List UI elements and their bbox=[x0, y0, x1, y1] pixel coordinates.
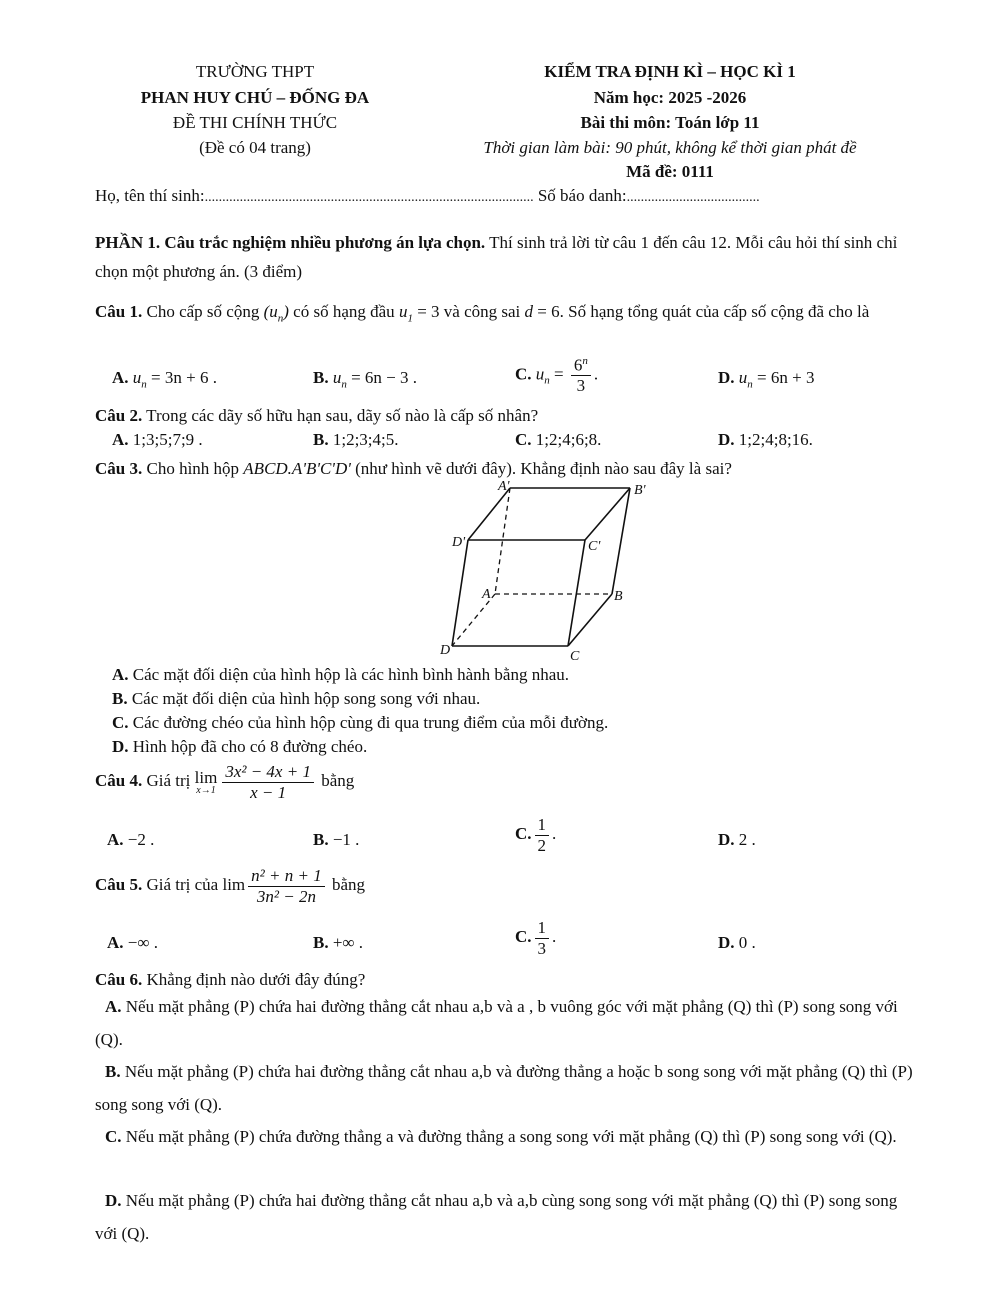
q1-text-b: có số hạng đầu bbox=[288, 302, 399, 321]
q6-option-a[interactable]: A. Nếu mặt phẳng (P) chứa hai đường thẳng cắt nhau a,b và a , b vuông góc với mặt phẳng (Q) thì (P) song song với (Q). bbox=[95, 997, 898, 1049]
q1-u1-value: = 3 bbox=[412, 302, 440, 321]
name-dots: .............................................................................................. bbox=[204, 190, 534, 205]
q1-label: Câu 1. bbox=[95, 302, 143, 321]
q5-option-c[interactable]: C. $\frac{1}{3}$ . bbox=[515, 918, 557, 958]
subject: Bài thi môn: Toán lớp 11 bbox=[580, 113, 760, 132]
id-label: Số báo danh: bbox=[537, 186, 627, 205]
q1-d-value: = 6 bbox=[533, 302, 560, 321]
page-count: (Đề có 04 trang) bbox=[199, 138, 311, 157]
school-line2: PHAN HUY CHÚ – ĐỐNG ĐA bbox=[140, 88, 370, 107]
label-C: C bbox=[570, 649, 580, 664]
label-C1: C' bbox=[588, 539, 601, 554]
q5-option-b[interactable]: B. +∞ . bbox=[313, 933, 364, 952]
parallelepiped-figure bbox=[440, 478, 670, 668]
exam-title: KIỂM TRA ĐỊNH KÌ – HỌC KÌ 1 bbox=[544, 62, 796, 81]
q5-option-d[interactable]: D. 0 . bbox=[718, 933, 756, 952]
q4-option-b[interactable]: B. −1 . bbox=[313, 830, 360, 849]
part1-desc: Thí sinh trả lời từ câu 1 đến câu 12. Mỗi câu hỏi thí sinh chỉ chọn một phương án. bbox=[95, 233, 898, 281]
question-4: Câu 4. Giá trị lim x→1 $\frac{\text{3x² − 4x + 1}}{x - 1}$ bằng bbox=[95, 762, 355, 802]
label-B: B bbox=[614, 589, 623, 604]
q6-option-b[interactable]: B. Nếu mặt phẳng (P) chứa hai đường thẳng cắt nhau a,b và đường thẳng a hoặc b song song với mặt phẳng (Q) thì (P) song song với (Q). bbox=[95, 1062, 913, 1114]
q6-option-d[interactable]: D. Nếu mặt phẳng (P) chứa hai đường thẳng cắt nhau a,b và a,b cùng song song với mặt phẳng (Q) thì (P) song song với (Q). bbox=[95, 1191, 898, 1243]
school-line1: TRƯỜNG THPT bbox=[195, 62, 315, 81]
q4-option-d[interactable]: D. 2 . bbox=[718, 830, 756, 849]
q2-option-d[interactable]: D. 1;2;4;8;16. bbox=[718, 430, 813, 449]
q2-option-c[interactable]: C. 1;2;4;6;8. bbox=[515, 430, 602, 449]
question-3: Câu 3. Cho hình hộp ABCD.A'B'C'D' (như hình vẽ dưới đây). Khẳng định nào sau đây là sai? bbox=[95, 459, 732, 478]
q1-u1: $u_1$ bbox=[398, 302, 413, 325]
q1-text: Cho cấp số cộng bbox=[142, 302, 264, 321]
label-D1: D' bbox=[452, 535, 466, 550]
q1-d: d bbox=[524, 302, 534, 321]
q6-option-c[interactable]: C. Nếu mặt phẳng (P) chứa đường thẳng a và đường thẳng a song song với mặt phẳng (Q) thì (P) song song với (Q). bbox=[105, 1127, 897, 1146]
q2-option-a[interactable]: A. 1;3;5;7;9 . bbox=[112, 430, 203, 449]
school-year: Năm học: 2025 -2026 bbox=[593, 88, 747, 107]
id-dots: ...................................... bbox=[626, 190, 760, 205]
candidate-name-line bbox=[95, 186, 760, 206]
q5-option-a[interactable]: A. −∞ . bbox=[107, 933, 158, 952]
q1-option-a[interactable]: A. $u_n = 3n + 6$ . bbox=[112, 368, 217, 391]
label-D: D bbox=[440, 643, 451, 658]
q3-option-d[interactable]: D. Hình hộp đã cho có 8 đường chéo. bbox=[112, 737, 368, 756]
label-A1: A' bbox=[498, 479, 510, 494]
q4-option-a[interactable]: A. −2 . bbox=[107, 830, 155, 849]
q1-text-d: . Số hạng tổng quát của cấp số cộng đã cho là bbox=[559, 302, 870, 321]
question-1 bbox=[95, 295, 915, 335]
question-5: Câu 5. Giá trị của lim $\frac{\text{n² + n + 1}}{\text{3n² − 2n}}$ bằng bbox=[95, 866, 365, 906]
label-A: A bbox=[482, 587, 491, 602]
q3-option-a[interactable]: A. Các mặt đối diện của hình hộp là các hình bình hành bằng nhau. bbox=[112, 665, 569, 684]
label-B1: B' bbox=[634, 483, 646, 498]
name-label: Họ, tên thí sinh: bbox=[95, 186, 205, 205]
official-label: ĐỀ THI CHÍNH THỨC bbox=[172, 113, 338, 132]
q4-option-c[interactable]: C. $\frac{1}{2}$ . bbox=[515, 815, 557, 855]
q1-text-c: và công sai bbox=[439, 302, 525, 321]
q2-option-b[interactable]: B. 1;2;3;4;5. bbox=[313, 430, 399, 449]
part1-title: PHẦN 1. Câu trắc nghiệm nhiều phương án lựa chọn. bbox=[95, 233, 486, 252]
q3-option-b[interactable]: B. Các mặt đối diện của hình hộp song song với nhau. bbox=[112, 689, 481, 708]
q1-option-c[interactable]: C. $u_n$ = $\frac{6^n}{3}$ . bbox=[515, 355, 599, 396]
exam-code: Mã đề: 0111 bbox=[626, 162, 714, 181]
question-2: Câu 2. Trong các dãy số hữu hạn sau, dãy số nào là cấp số nhân? bbox=[95, 406, 539, 425]
q1-option-b[interactable]: B. $u_n = 6n - 3$ . bbox=[313, 368, 418, 391]
q1-option-d[interactable]: D. $u_n = 6n + 3$ bbox=[718, 368, 815, 391]
part1-heading bbox=[95, 228, 915, 286]
question-6: Câu 6. Khẳng định nào dưới đây đúng? bbox=[95, 970, 366, 989]
q1-seq: $(u_n)$ bbox=[263, 302, 289, 325]
q3-option-c[interactable]: C. Các đường chéo của hình hộp cùng đi qua trung điểm của mỗi đường. bbox=[112, 713, 609, 732]
exam-time: Thời gian làm bài: 90 phút, không kể thời gian phát đề bbox=[483, 138, 857, 157]
part1-points: (3 điểm) bbox=[239, 262, 303, 281]
